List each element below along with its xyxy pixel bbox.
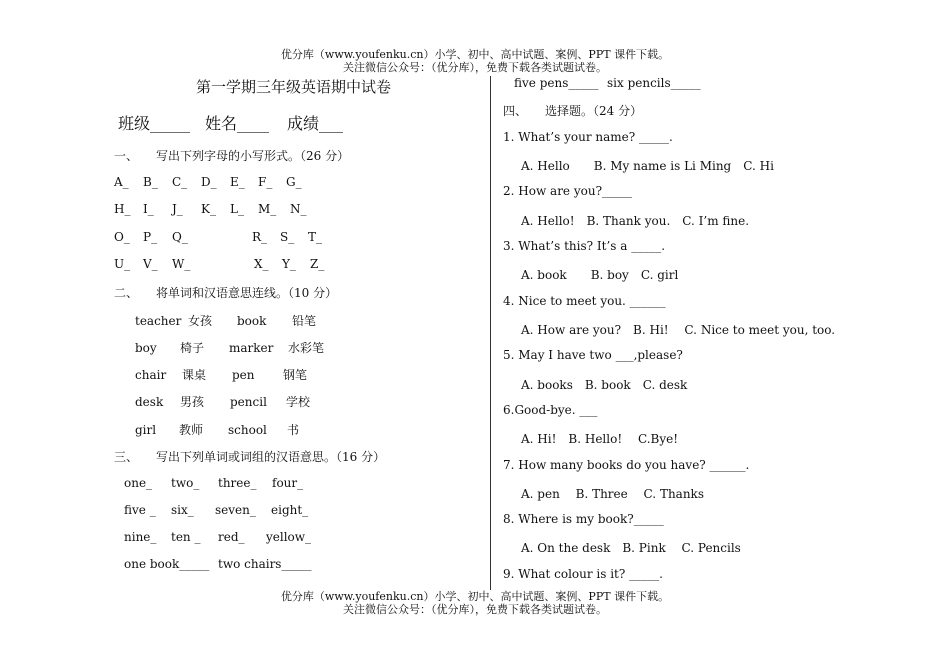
match-meaning: 课桌 — [182, 368, 207, 382]
score-field: 成绩___ — [287, 114, 344, 133]
letter-item: M_ — [258, 202, 277, 216]
question-8: 8. Where is my book?_____ — [503, 512, 664, 526]
letter-item: O_ — [114, 230, 130, 244]
match-word: desk — [135, 395, 164, 409]
question-6-options: A. Hi! B. Hello! C.Bye! — [521, 432, 679, 446]
translate-item: five pens_____ — [514, 76, 599, 90]
footer-promo-line-2: 关注微信公众号：（优分库），免费下载各类试题试卷。 — [343, 603, 607, 616]
translate-row — [124, 503, 321, 517]
letter-item: K_ — [201, 202, 216, 216]
letter-item: W_ — [172, 257, 191, 271]
match-word: boy — [135, 341, 157, 355]
column-divider — [490, 76, 491, 590]
letter-item: E_ — [230, 175, 245, 189]
letters-row-3 — [114, 230, 336, 244]
section-3-heading: 三、 写出下列单词或词组的汉语意思。（16 分） — [114, 450, 386, 464]
letter-item: Z_ — [310, 257, 325, 271]
letter-item: D_ — [201, 175, 217, 189]
question-2: 2. How are you?_____ — [503, 184, 633, 198]
right-top-line — [514, 76, 707, 90]
translate-item: four_ — [272, 476, 304, 490]
match-meaning: 水彩笔 — [288, 341, 325, 355]
question-6: 6.Good-bye. ___ — [503, 403, 598, 417]
translate-item: six_ — [171, 503, 194, 517]
header-promo-line-2: 关注微信公众号：（优分库），免费下载各类试题试卷。 — [343, 61, 607, 74]
translate-row — [124, 530, 326, 544]
match-meaning: 椅子 — [180, 341, 205, 355]
section-4-heading: 四、 选择题。（24 分） — [503, 104, 643, 118]
letter-item: J_ — [172, 202, 183, 216]
letter-item: Y_ — [282, 257, 296, 271]
match-word: teacher — [135, 314, 182, 328]
letter-item: R_ — [252, 230, 268, 244]
match-word: pencil — [230, 395, 267, 409]
translate-item: three_ — [218, 476, 257, 490]
letters-row-1 — [114, 175, 314, 189]
match-meaning: 教师 — [179, 423, 204, 437]
match-meaning: 女孩 — [188, 314, 213, 328]
match-word: chair — [135, 368, 167, 382]
question-5-options: A. books B. book C. desk — [521, 378, 688, 392]
exam-title: 第一学期三年级英语期中试卷 — [196, 78, 392, 96]
translate-item: one_ — [124, 476, 153, 490]
match-meaning: 铅笔 — [292, 314, 317, 328]
question-7: 7. How many books do you have? ______. — [503, 458, 750, 472]
translate-item: seven_ — [215, 503, 256, 517]
section-2-heading: 二、 将单词和汉语意思连线。（10 分） — [114, 286, 338, 300]
letter-item: B_ — [143, 175, 158, 189]
translate-item: five _ — [124, 503, 156, 517]
header-promo-line-1: 优分库（www.youfenku.cn）小学、初中、高中试题、案例、PPT 课件下载。 — [280, 48, 670, 61]
translate-item: yellow_ — [266, 530, 312, 544]
question-8-options: A. On the desk B. Pink C. Pencils — [521, 541, 741, 555]
letter-item: C_ — [172, 175, 188, 189]
question-5: 5. May I have two ___,please? — [503, 348, 683, 362]
match-row — [135, 393, 336, 410]
translate-row — [124, 557, 318, 571]
letter-item: F_ — [258, 175, 273, 189]
letter-item: L_ — [230, 202, 244, 216]
letter-item: U_ — [114, 257, 131, 271]
translate-item: ten _ — [171, 530, 201, 544]
question-7-options: A. pen B. Three C. Thanks — [521, 487, 704, 501]
match-word: girl — [135, 423, 157, 437]
match-meaning: 书 — [287, 423, 300, 437]
letter-item: H_ — [114, 202, 131, 216]
question-4: 4. Nice to meet you. ______ — [503, 294, 666, 308]
letters-row-4 — [114, 257, 338, 271]
translate-item: six pencils_____ — [607, 76, 701, 90]
letter-item: T_ — [308, 230, 323, 244]
match-word: school — [228, 423, 267, 437]
match-word: book — [237, 314, 267, 328]
letter-item: V_ — [143, 257, 158, 271]
translate-item: two chairs_____ — [218, 557, 312, 571]
translate-item: red_ — [218, 530, 245, 544]
match-row — [135, 366, 333, 383]
question-3: 3. What’s this? It’s a _____. — [503, 239, 666, 253]
letter-item: I_ — [143, 202, 154, 216]
translate-item: nine_ — [124, 530, 157, 544]
match-word: pen — [232, 368, 255, 382]
letter-item: N_ — [290, 202, 307, 216]
question-2-options: A. Hello! B. Thank you. C. I’m fine. — [521, 214, 750, 228]
match-meaning: 男孩 — [180, 395, 205, 409]
letter-item: Q_ — [172, 230, 188, 244]
match-word: marker — [229, 341, 274, 355]
match-meaning: 钢笔 — [283, 368, 308, 382]
question-4-options: A. How are you? B. Hi! C. Nice to meet you, too. — [521, 323, 836, 337]
match-row — [135, 339, 338, 356]
letter-item: X_ — [254, 257, 269, 271]
question-3-options: A. book B. boy C. girl — [521, 268, 679, 282]
section-1-heading: 一、 写出下列字母的小写形式。（26 分） — [114, 149, 350, 163]
translate-item: eight_ — [271, 503, 309, 517]
letters-row-2 — [114, 202, 318, 216]
letter-item: S_ — [280, 230, 295, 244]
letter-item: G_ — [286, 175, 302, 189]
name-field: 姓名____ — [205, 114, 270, 133]
translate-row — [124, 476, 322, 490]
footer-promo-line-1: 优分库（www.youfenku.cn）小学、初中、高中试题、案例、PPT 课件下载。 — [280, 590, 670, 603]
match-meaning: 学校 — [286, 395, 311, 409]
question-1: 1. What’s your name? _____. — [503, 130, 673, 144]
match-row — [135, 421, 337, 438]
question-9: 9. What colour is it? _____. — [503, 567, 663, 581]
translate-item: two_ — [171, 476, 200, 490]
question-1-options: A. Hello B. My name is Li Ming C. Hi — [521, 159, 774, 173]
class-field: 班级_____ — [118, 114, 191, 133]
match-row — [135, 312, 342, 329]
letter-item: A_ — [114, 175, 129, 189]
translate-item: one book_____ — [124, 557, 210, 571]
letter-item: P_ — [143, 230, 158, 244]
